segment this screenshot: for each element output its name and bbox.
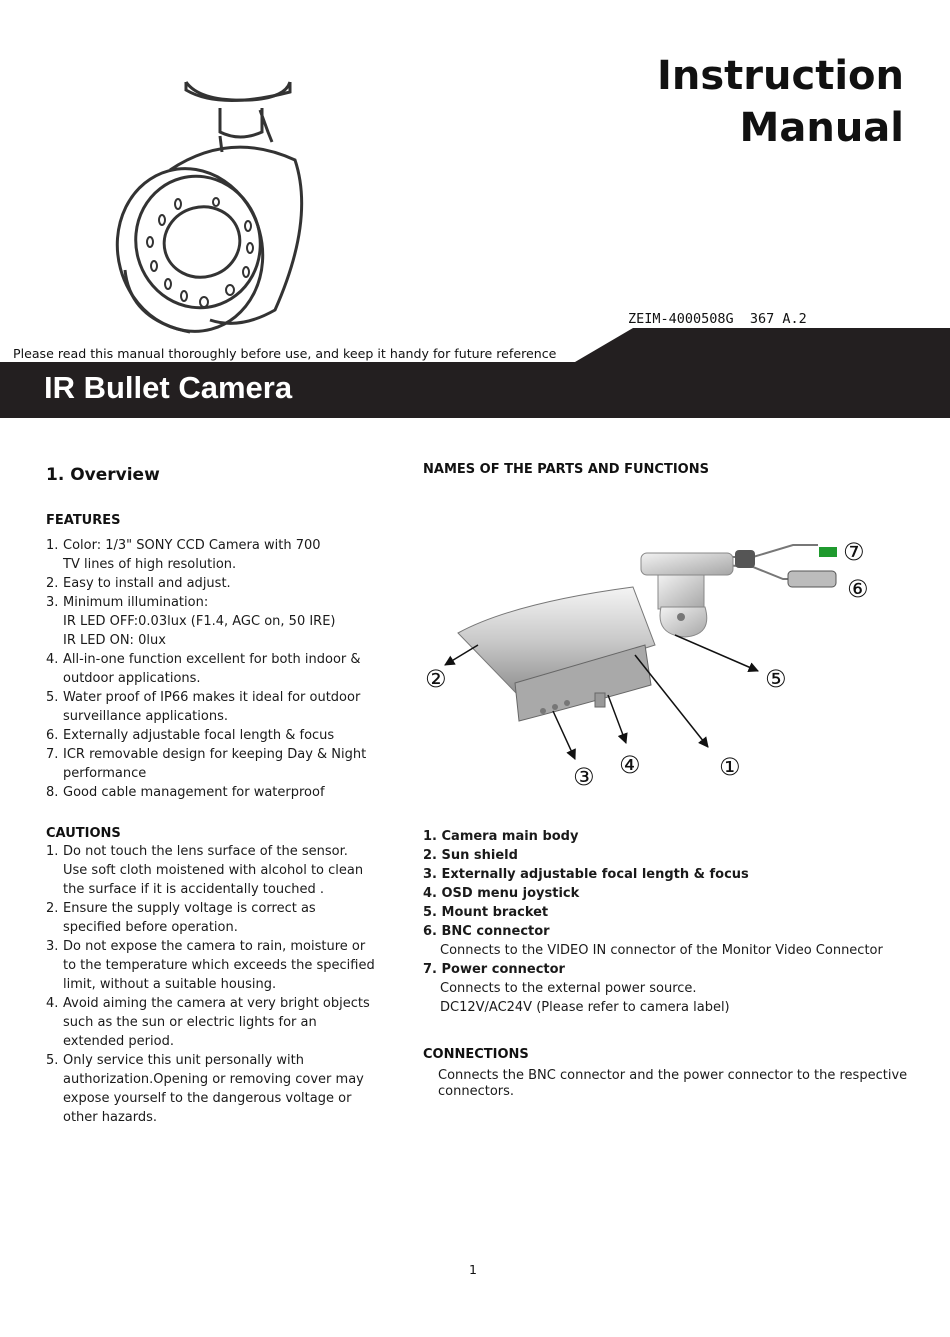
marker-3: ③ bbox=[573, 763, 595, 791]
marker-7: ⑦ bbox=[843, 538, 865, 566]
features-heading: FEATURES bbox=[46, 513, 121, 528]
features-list bbox=[46, 536, 406, 802]
page-number: 1 bbox=[469, 1262, 477, 1277]
list-item: 4. OSD menu joystick bbox=[423, 886, 580, 901]
list-item: 5. Only service this unit personally with authorization.Opening or removing cover may expose yourself to the dangerous voltage or other hazards. bbox=[46, 1053, 364, 1125]
document-code: ZEIM-4000508G 367 A.2 bbox=[628, 311, 807, 327]
parts-diagram bbox=[423, 495, 923, 791]
camera-parts-illustration bbox=[423, 495, 923, 791]
list-item: 7. Power connector Connects to the external power source. DC12V/AC24V (Please refer to camera label) bbox=[423, 962, 730, 1015]
read-manual-note: Please read this manual thoroughly before use, and keep it handy for future reference bbox=[13, 346, 557, 361]
list-item: 6. Externally adjustable focal length & focus bbox=[46, 728, 335, 743]
list-item: 4. Avoid aiming the camera at very bright objects such as the sun or electric lights for an extended period. bbox=[46, 996, 370, 1049]
list-item: 2. Easy to install and adjust. bbox=[46, 576, 231, 591]
title-line-2: Manual bbox=[739, 105, 904, 151]
camera-line-illustration bbox=[100, 70, 320, 350]
marker-2: ② bbox=[425, 665, 447, 693]
list-item: 8. Good cable management for waterproof bbox=[46, 785, 325, 800]
right-column bbox=[423, 462, 923, 1100]
list-item: 5. Water proof of IP66 makes it ideal for outdoor surveillance applications. bbox=[46, 690, 361, 724]
power-connector-tip bbox=[819, 547, 837, 557]
connections-text: Connects the BNC connector and the power connector to the respective connectors. bbox=[438, 1068, 908, 1099]
list-item: 3. Externally adjustable focal length & focus bbox=[423, 867, 749, 882]
list-item: 3. Do not expose the camera to rain, moisture or to the temperature which exceeds the specified limit, without a suitable housing. bbox=[46, 939, 375, 992]
list-item: 6. BNC connector Connects to the VIDEO IN connector of the Monitor Video Connector bbox=[423, 924, 883, 958]
marker-1: ① bbox=[719, 753, 741, 781]
product-title: IR Bullet Camera bbox=[44, 370, 293, 405]
list-item: 1. Camera main body bbox=[423, 829, 579, 844]
overview-heading: 1. Overview bbox=[46, 465, 160, 485]
list-item: 5. Mount bracket bbox=[423, 905, 549, 920]
left-column bbox=[46, 462, 406, 1127]
list-item: 4. All-in-one function excellent for both indoor & outdoor applications. bbox=[46, 652, 361, 686]
list-item: 1. Color: 1/3" SONY CCD Camera with 700 TV lines of high resolution. bbox=[46, 538, 321, 572]
list-item: 3. Minimum illumination: IR LED OFF:0.03lux (F1.4, AGC on, 50 IRE) IR LED ON: 0lux bbox=[46, 595, 336, 648]
parts-list bbox=[423, 827, 923, 1017]
parts-heading: NAMES OF THE PARTS AND FUNCTIONS bbox=[423, 462, 709, 477]
list-item: 1. Do not touch the lens surface of the sensor. Use soft cloth moistened with alcohol to clean the surface if it is accidentally touched . bbox=[46, 844, 364, 897]
marker-5: ⑤ bbox=[765, 665, 787, 693]
connections-heading: CONNECTIONS bbox=[423, 1047, 529, 1062]
marker-6: ⑥ bbox=[847, 575, 869, 603]
manual-title bbox=[657, 50, 904, 154]
title-line-1: Instruction bbox=[657, 53, 904, 99]
cautions-heading: CAUTIONS bbox=[46, 826, 121, 841]
list-item: 2. Sun shield bbox=[423, 848, 518, 863]
marker-4: ④ bbox=[619, 751, 641, 779]
cautions-list bbox=[46, 842, 406, 1127]
list-item: 7. ICR removable design for keeping Day & Night performance bbox=[46, 747, 367, 781]
list-item: 2. Ensure the supply voltage is correct as specified before operation. bbox=[46, 901, 316, 935]
